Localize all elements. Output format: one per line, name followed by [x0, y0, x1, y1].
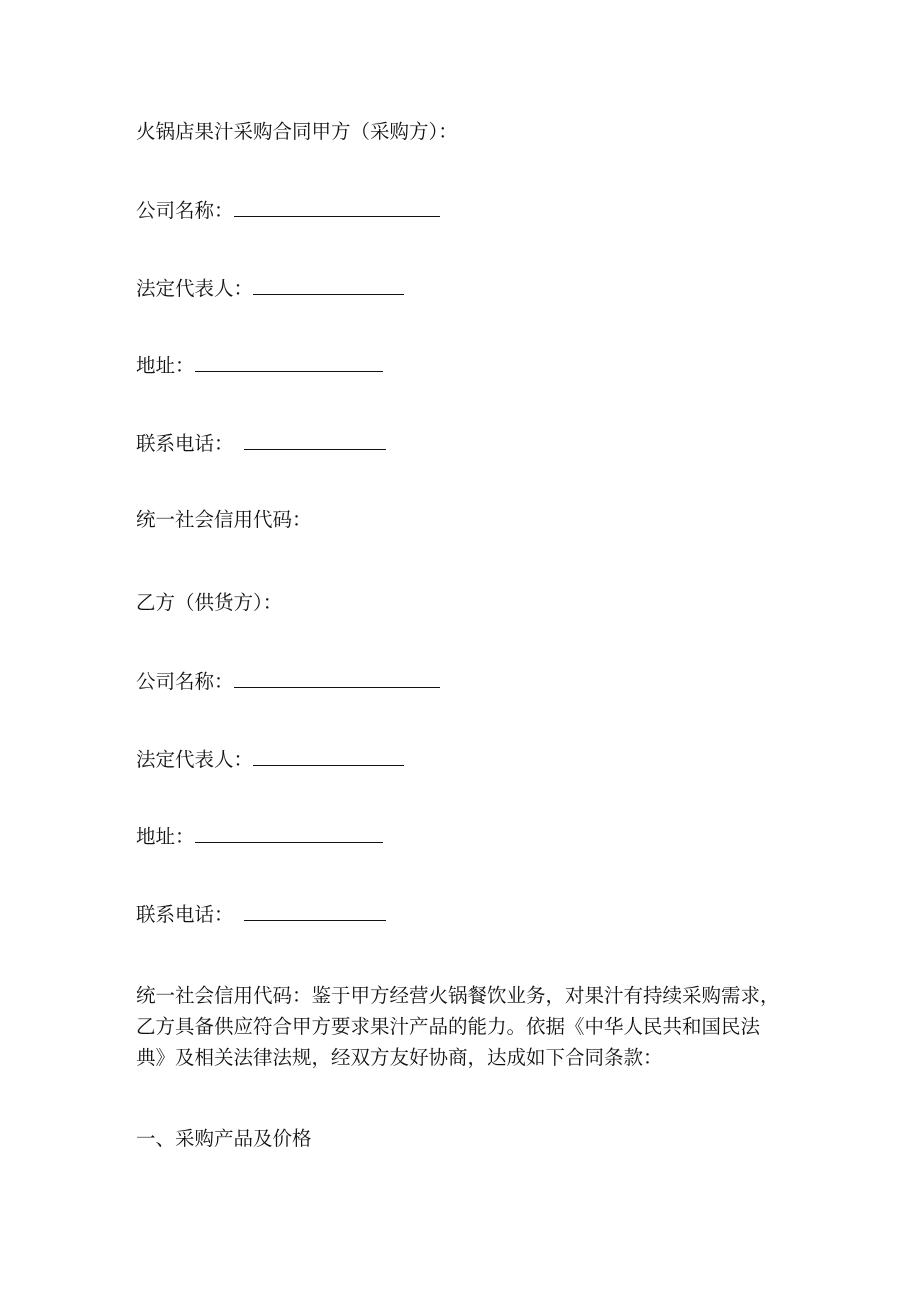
party-b-address-label: 地址： [136, 825, 195, 848]
preamble-line: 乙方具备供应符合甲方要求果汁产品的能力。依据《中华人民共和国民法 [136, 1015, 761, 1038]
party-b-phone-field [136, 904, 386, 925]
party-a-company-label: 公司名称： [136, 199, 234, 222]
contract-title-line [136, 122, 458, 142]
party-b-company-blank[interactable] [234, 671, 440, 688]
section-1-heading-text: 一、采购产品及价格 [136, 1127, 312, 1150]
party-a-representative-field [136, 278, 404, 299]
party-a-address-field [136, 355, 383, 376]
party-a-company-field [136, 200, 440, 221]
preamble-paragraph [136, 980, 816, 1073]
party-a-address-label: 地址： [136, 354, 195, 377]
party-b-address-field [136, 826, 383, 847]
party-a-representative-blank[interactable] [253, 278, 404, 295]
party-a-credit-code-field [136, 510, 312, 530]
party-a-phone-blank[interactable] [244, 433, 386, 450]
preamble-line: 统一社会信用代码：鉴于甲方经营火锅餐饮业务，对果汁有持续采购需求， [136, 984, 780, 1007]
party-b-company-label: 公司名称： [136, 670, 234, 693]
preamble-line: 典》及相关法律法规，经双方友好协商，达成如下合同条款： [136, 1046, 663, 1069]
party-b-representative-field [136, 749, 404, 770]
party-b-address-blank[interactable] [195, 826, 383, 843]
party-b-representative-label: 法定代表人： [136, 748, 254, 771]
party-a-phone-field [136, 433, 386, 454]
party-a-company-blank[interactable] [234, 200, 440, 217]
section-1-heading [136, 1129, 312, 1149]
party-b-representative-blank[interactable] [253, 749, 404, 766]
party-a-credit-code-label: 统一社会信用代码： [136, 508, 312, 531]
party-a-representative-label: 法定代表人： [136, 277, 254, 300]
party-b-phone-blank[interactable] [244, 904, 386, 921]
party-b-heading [136, 593, 282, 613]
party-a-phone-label: 联系电话： [136, 432, 234, 455]
contract-title-text: 火锅店果汁采购合同甲方（采购方）： [136, 120, 458, 143]
party-b-company-field [136, 671, 440, 692]
party-b-phone-label: 联系电话： [136, 903, 234, 926]
party-a-address-blank[interactable] [195, 355, 383, 372]
party-b-heading-text: 乙方（供货方）： [136, 591, 283, 614]
